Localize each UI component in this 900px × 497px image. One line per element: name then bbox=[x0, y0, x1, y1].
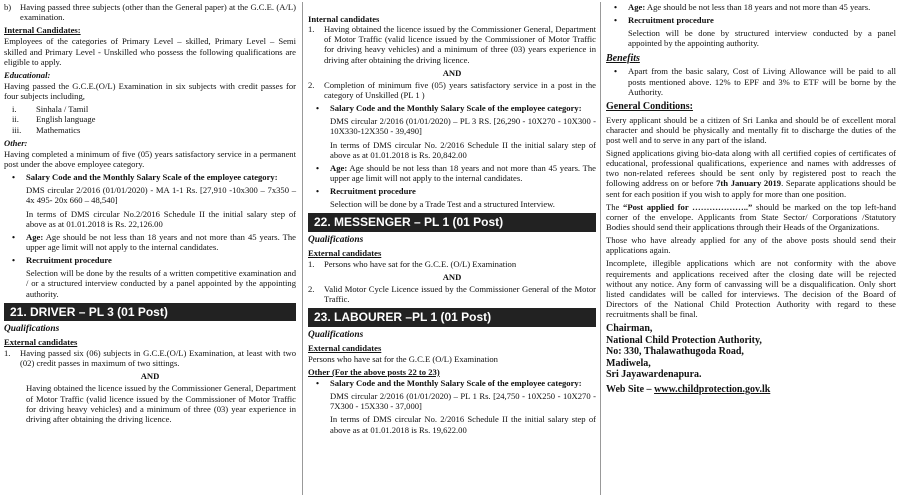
bullet-icon: • bbox=[12, 231, 16, 242]
age-text: Age should be not less than 18 years and not more than 45 years. The upper age limit will not apply to the internal candidates. bbox=[330, 162, 596, 183]
paragraph-text: The bbox=[606, 201, 624, 212]
other-text: Having completed a minimum of five (05) years satisfactory service in a permanent post under the above employee category. bbox=[4, 148, 296, 169]
list-text: Having passed three subjects (other than the General paper) at the G.C.E. (A/L) examination. bbox=[20, 2, 296, 23]
external-candidates-heading: External candidates bbox=[308, 247, 382, 258]
list-marker: i. bbox=[12, 104, 17, 115]
internal-candidates-heading: Internal Candidates: bbox=[4, 25, 81, 36]
condition-paragraph: Incomplete, illegible applications which are not conformity with the above requirements and applications received after the closing date will be rejected without any notice. Any form of canvassing will be a disqualification. Only short listed candidates will be called for interviews. The decision of the Board of Directors of the National Child Protection Authority with regard to these recruitments shall be final. bbox=[606, 258, 896, 320]
general-conditions-heading: General Conditions: bbox=[606, 100, 693, 112]
condition-paragraph: Those who have already applied for any of the above posts should send their applications again. bbox=[606, 235, 896, 256]
signature-line: No: 330, Thalawathugoda Road, bbox=[606, 346, 744, 358]
salary-heading: Salary Code and the Monthly Salary Scale of the employee category: bbox=[330, 378, 582, 389]
bullet-icon: • bbox=[12, 172, 16, 183]
educational-heading: Educational: bbox=[4, 69, 51, 80]
salary-text: DMS circular 2/2016 (01/01/2020) – PL 3 RS. [26,290 - 10X270 - 10X300 - 10X330-12X350 - 39,490] bbox=[330, 116, 596, 137]
benefits-bullet bbox=[606, 66, 896, 96]
list-text: Valid Motor Cycle Licence issued by the Commissioner General of the Motor Traffic. bbox=[324, 284, 596, 305]
recruitment-bullet bbox=[308, 186, 596, 196]
external-candidates-heading: External candidates bbox=[308, 342, 382, 353]
salary-heading: Salary Code and the Monthly Salary Scale of the employee category: bbox=[330, 103, 582, 114]
bullet-icon: • bbox=[316, 162, 320, 173]
age-label: Age: bbox=[628, 2, 646, 12]
column-divider bbox=[600, 2, 601, 495]
qualifications-heading: Qualifications bbox=[4, 323, 60, 334]
external-candidates-heading: External candidates bbox=[4, 336, 78, 347]
list-item bbox=[4, 125, 296, 135]
website-label: Web Site – bbox=[606, 383, 655, 395]
benefits-text: Apart from the basic salary, Cost of Living Allowance will be paid to all posts mentioned above. 12% to EPF and 3% to ETF will be borne by the Authority. bbox=[628, 66, 896, 97]
list-text: Completion of minimum five (05) years satisfactory service in a post in the category of Unskilled (PL 1 ) bbox=[324, 79, 596, 100]
recruitment-heading: Recruitment procedure bbox=[26, 255, 112, 266]
column-2 bbox=[306, 2, 598, 495]
salary-note: In terms of DMS circular No.2/2016 Schedule II the initial salary step of above as at 01.01.2018 is Rs. 22,126.00 bbox=[26, 208, 296, 229]
recruitment-bullet bbox=[4, 255, 296, 265]
and-text: AND bbox=[140, 371, 160, 382]
qualifications-heading: Qualifications bbox=[308, 234, 364, 245]
signature-block bbox=[606, 323, 896, 381]
subject-list bbox=[4, 104, 296, 134]
salary-note: In terms of DMS circular No. 2/2016 Schedule II the initial salary step of above as at 01.01.2018 is Rs. 20,842.00 bbox=[330, 139, 596, 160]
messenger-section-header: 22. MESSENGER – PL 1 (01 Post) bbox=[308, 213, 596, 231]
age-bullet bbox=[4, 232, 296, 252]
bullet-icon: • bbox=[12, 255, 16, 266]
internal-candidates-heading: Internal candidates bbox=[308, 14, 380, 24]
list-text: Having obtained the licence issued by the Commissioner General, Department of Motor Traffic (valid licence issued by the Commissioner of Motor Traffic for driving heavy vehicles) and a minimum of three (03) years experience in driving after obtaining the driving licence. bbox=[324, 24, 596, 65]
signature-line: Chairman, bbox=[606, 323, 653, 335]
bullet-icon: • bbox=[614, 15, 618, 26]
bullet-icon: • bbox=[316, 103, 320, 114]
list-item bbox=[308, 80, 596, 100]
list-marker: iii. bbox=[12, 124, 22, 135]
and-text: AND bbox=[442, 271, 462, 282]
recruitment-heading: Recruitment procedure bbox=[330, 186, 416, 197]
column-3 bbox=[602, 2, 896, 495]
paragraph-text: . Separate applications should be sent for each position if you wish to apply for more than one position. bbox=[606, 178, 896, 199]
column-divider bbox=[302, 2, 303, 495]
salary-note: In terms of DMS circular No. 2/2016 Schedule II the initial salary step of above as at 01.01.2018 is Rs. 19,622.00 bbox=[330, 414, 596, 435]
salary-text: DMS circular 2/2016 (01/01/2020) - MA 1-1 Rs. [27,910 -10x300 – 7x350 – 4x 495- 20x 660 – 48,540] bbox=[26, 185, 296, 206]
condition-paragraph: Every applicant should be a citizen of Sri Lanka and should be of excellent moral character and should be physically and mentally fit to discharge the duties of the post well and to serve in any part of the island. bbox=[606, 114, 896, 145]
bullet-icon: • bbox=[316, 186, 320, 197]
post-applied-for-text: “Post applied for ………………..” bbox=[623, 201, 753, 212]
list-item bbox=[4, 114, 296, 124]
bullet-icon: • bbox=[614, 66, 618, 77]
other-heading: Other: bbox=[4, 137, 28, 148]
labourer-qualification-text: Persons who have sat for the G.C.E (O/L) Examination bbox=[308, 353, 498, 364]
recruitment-text: Selection will be done by a Trade Test and a structured Interview. bbox=[330, 199, 555, 210]
recruitment-heading: Recruitment procedure bbox=[628, 15, 714, 26]
list-marker: 1. bbox=[308, 24, 315, 35]
website-link[interactable]: www.childprotection.gov.lk bbox=[654, 383, 771, 395]
age-text: Age should be not less than 18 years and not more than 45 years. bbox=[646, 2, 871, 12]
list-marker: 1. bbox=[4, 348, 11, 359]
age-text: Age should be not less than 18 years and not more than 45 years. The upper age limit will not apply to the internal candidates. bbox=[26, 231, 296, 252]
and-text: AND bbox=[442, 67, 462, 78]
list-marker: ii. bbox=[12, 114, 19, 125]
list-text: Persons who have sat for the G.C.E. (O/L) Examination bbox=[324, 258, 517, 269]
list-item bbox=[308, 24, 596, 65]
list-text: Having passed six (06) subjects in G.C.E.(O/L) Examination, at least with two (02) credit passes in maximum of two sittings. bbox=[20, 348, 296, 369]
condition-paragraph bbox=[606, 148, 896, 199]
salary-text: DMS circular 2/2016 (01/01/2020) – PL 1 Rs. [24,750 - 10X250 - 10X270 - 7X300 - 15X330 - 37,000] bbox=[330, 391, 596, 412]
labourer-section-header: 23. LABOURER –PL 1 (01 Post) bbox=[308, 308, 596, 326]
bullet-icon: • bbox=[316, 378, 320, 389]
qualifications-heading: Qualifications bbox=[308, 329, 364, 340]
salary-bullet bbox=[4, 172, 296, 182]
list-marker: b) bbox=[4, 2, 12, 12]
salary-bullet bbox=[308, 103, 596, 113]
recruitment-bullet bbox=[606, 15, 896, 25]
internal-candidates-text: Employees of the categories of Primary Level – skilled, Primary Level – Semi skilled and Primary Level - Unskilled who possess the following qualifications are eligible to apply. bbox=[4, 36, 296, 67]
list-item bbox=[4, 348, 296, 368]
salary-heading: Salary Code and the Monthly Salary Scale of the employee category: bbox=[26, 172, 278, 183]
list-text: English language bbox=[36, 114, 96, 125]
salary-bullet bbox=[308, 378, 596, 388]
closing-date: 7th January 2019 bbox=[716, 178, 782, 189]
list-item bbox=[308, 284, 596, 304]
qualification-item-b bbox=[4, 2, 296, 22]
column-1 bbox=[4, 2, 300, 495]
bullet-icon: • bbox=[614, 2, 618, 12]
age-bullet bbox=[606, 2, 896, 12]
signature-line: Sri Jayawardenapura. bbox=[606, 369, 702, 381]
list-marker: 1. bbox=[308, 258, 315, 269]
licence-text: Having obtained the licence issued by the Commissioner General, Department of Motor Traffic (valid licence issued by the Commissioner of Motor Traffic for driving heavy vehicles) and a minimum of three (03) year experience in driving after obtaining the driving licence. bbox=[26, 383, 296, 424]
recruitment-text: Selection will be done by the results of a written competitive examination and / or a structured interview conducted by a panel appointed by the appointing authority. bbox=[26, 268, 296, 299]
signature-line: Madiwela, bbox=[606, 357, 651, 369]
list-text: Mathematics bbox=[36, 124, 81, 135]
driver-section-header: 21. DRIVER – PL 3 (01 Post) bbox=[4, 303, 296, 321]
paragraph-text: should be marked on the top left-hand corner of the envelope. Applicants from State Sector/ Corporations /Statutory Bodies should send their applications through their Heads of the Organizations. bbox=[606, 201, 896, 232]
benefits-heading: Benefits bbox=[606, 52, 640, 64]
age-bullet bbox=[308, 163, 596, 183]
condition-paragraph bbox=[606, 202, 896, 232]
list-item bbox=[4, 104, 296, 114]
signature-line: National Child Protection Authority, bbox=[606, 334, 762, 346]
paragraph-text: Signed applications giving bio-data along with all certified copies of certificates of educational, professional qualifications, experience and names with addresses of two non-related referees should be sent only by registered post to reach the following address on or before bbox=[606, 148, 896, 189]
list-marker: 2. bbox=[308, 284, 315, 295]
recruitment-text: Selection will be done by structured interview conducted by a panel appointed by the appointing authority. bbox=[628, 28, 896, 49]
website-line bbox=[606, 384, 896, 396]
educational-text: Having passed the G.C.E.(O/L) Examination in six subjects with credit passes for four subjects including, bbox=[4, 80, 296, 102]
other-heading: Other (For the above posts 22 to 23) bbox=[308, 366, 440, 377]
age-label: Age: bbox=[26, 231, 44, 242]
list-text: Sinhala / Tamil bbox=[36, 104, 89, 115]
list-item bbox=[308, 259, 596, 269]
list-marker: 2. bbox=[308, 79, 315, 90]
age-label: Age: bbox=[330, 162, 348, 173]
